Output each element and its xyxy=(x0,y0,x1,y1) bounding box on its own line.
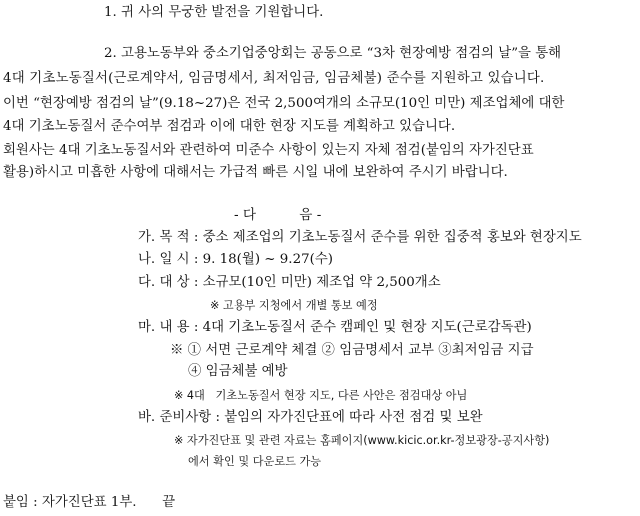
paragraph-2-line-1: 2. 고용노동부와 중소기업중앙회는 공동으로 “3차 현장예방 점검의 날”을 통해 xyxy=(104,46,562,61)
attachment-line: 붙임 : 자가진단표 1부. 끝 xyxy=(3,495,176,510)
paragraph-2-line-4: 4대 기초노동질서 준수여부 점검과 이에 대한 현장 지도를 계획하고 있습니다. xyxy=(3,119,456,134)
item-preparation-note-2: 에서 확인 및 다운로드 가능 xyxy=(188,455,322,468)
item-content-sub-1: ※ ① 서면 근로계약 체결 ② 임금명세서 교부 ③최저임금 지급 xyxy=(170,343,534,358)
item-content-note: ※ 4대 기초노동질서 현장 지도, 다른 사안은 점검대상 아님 xyxy=(174,389,468,402)
section-heading: - 다 음 - xyxy=(234,207,322,223)
paragraph-2-line-5: 회원사는 4대 기초노동질서와 관련하여 미준수 사항이 있는지 자체 점검(붙임의 자가진단표 xyxy=(3,143,534,158)
item-purpose: 가. 목 적 : 중소 제조업의 기초노동질서 준수를 위한 집중적 홍보와 현장지도 xyxy=(138,230,582,245)
paragraph-2-line-3: 이번 “현장예방 점검의 날”(9.18~27)은 전국 2,500여개의 소규모(10인 미만) 제조업체에 대한 xyxy=(3,96,565,111)
item-preparation-note-1: ※ 자가진단표 및 관련 자료는 홈페이지(www.kicic.or.kr-정보광장-공지사항) xyxy=(174,434,550,447)
item-target: 다. 대 상 : 소규모(10인 미만) 제조업 약 2,500개소 xyxy=(138,275,441,290)
item-content-sub-2: ④ 임금체불 예방 xyxy=(188,364,288,379)
paragraph-2-line-6: 활용)하시고 미흡한 사항에 대해서는 가급적 빠른 시일 내에 보완하여 주시기 바랍니다. xyxy=(3,165,508,180)
item-date: 나. 일 시 : 9. 18(월) ~ 9.27(수) xyxy=(138,252,333,267)
item-preparation: 바. 준비사항 : 붙임의 자가진단표에 따라 사전 점검 및 보완 xyxy=(138,410,483,425)
paragraph-2-line-2: 4대 기초노동질서(근로계약서, 임금명세서, 최저임금, 임금체불) 준수를 지원하고 있습니다. xyxy=(3,71,545,86)
paragraph-1: 1. 귀 사의 무궁한 발전을 기원합니다. xyxy=(104,5,324,20)
item-content: 마. 내 용 : 4대 기초노동질서 준수 캠페인 및 현장 지도(근로감독관) xyxy=(138,320,532,335)
item-target-note: ※ 고용부 지청에서 개별 통보 예정 xyxy=(210,299,378,312)
